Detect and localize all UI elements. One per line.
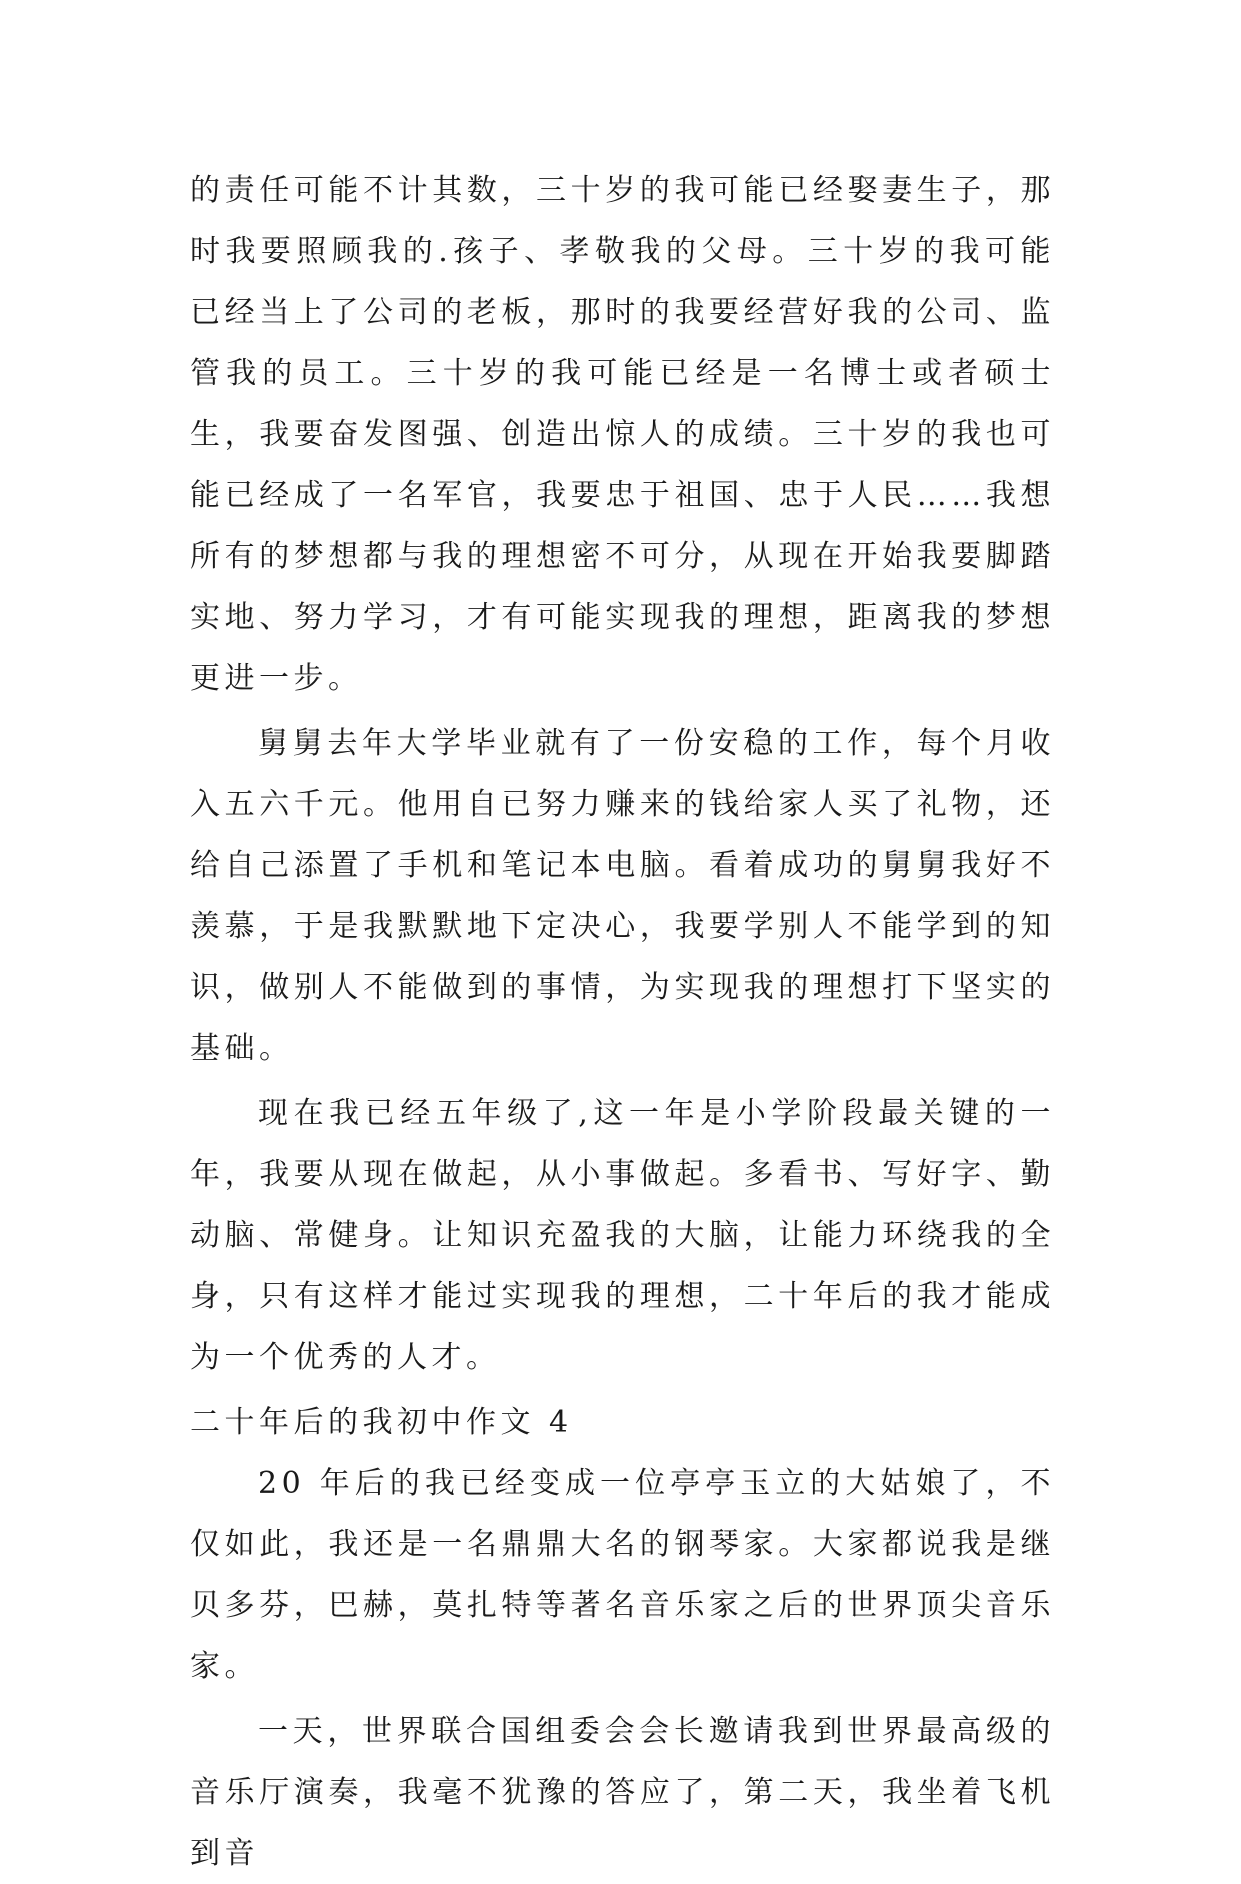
- paragraph-1: 的责任可能不计其数，三十岁的我可能已经娶妻生子，那时我要照顾我的.孩子、孝敬我的父母。三十岁的我可能已经当上了公司的老板，那时的我要经营好我的公司、监管我的员工。三十岁的我可能已经是一名博士或者硕士生，我要奋发图强、创造出惊人的成绩。三十岁的我也可能已经成了一名军官，我要忠于祖国、忠于人民……我想所有的梦想都与我的理想密不可分，从现在开始我要脚踏实地、努力学习，才有可能实现我的理想，距离我的梦想更进一步。: [190, 173, 1055, 696]
- paragraph-4: 20 年后的我已经变成一位亭亭玉立的大姑娘了，不仅如此，我还是一名鼎鼎大名的钢琴家。大家都说我是继贝多芬，巴赫，莫扎特等著名音乐家之后的世界顶尖音乐家。: [190, 1466, 1055, 1684]
- section-heading: 二十年后的我初中作文 4: [190, 1405, 573, 1440]
- paragraph-3: 现在我已经五年级了,这一年是小学阶段最关键的一年，我要从现在做起，从小事做起。多看书、写好字、勤动脑、常健身。让知识充盈我的大脑，让能力环绕我的全身，只有这样才能过实现我的理想，二十年后的我才能成为一个优秀的人才。: [190, 1096, 1055, 1375]
- paragraph-2: 舅舅去年大学毕业就有了一份安稳的工作，每个月收入五六千元。他用自已努力赚来的钱给家人买了礼物，还给自己添置了手机和笔记本电脑。看着成功的舅舅我好不羡慕，于是我默默地下定决心，我要学别人不能学到的知识，做别人不能做到的事情，为实现我的理想打下坚实的基础。: [190, 726, 1055, 1066]
- document-page: [190, 160, 1055, 1884]
- paragraph-5: 一天，世界联合国组委会会长邀请我到世界最高级的音乐厅演奏，我毫不犹豫的答应了，第二天，我坐着飞机到音: [190, 1714, 1055, 1871]
